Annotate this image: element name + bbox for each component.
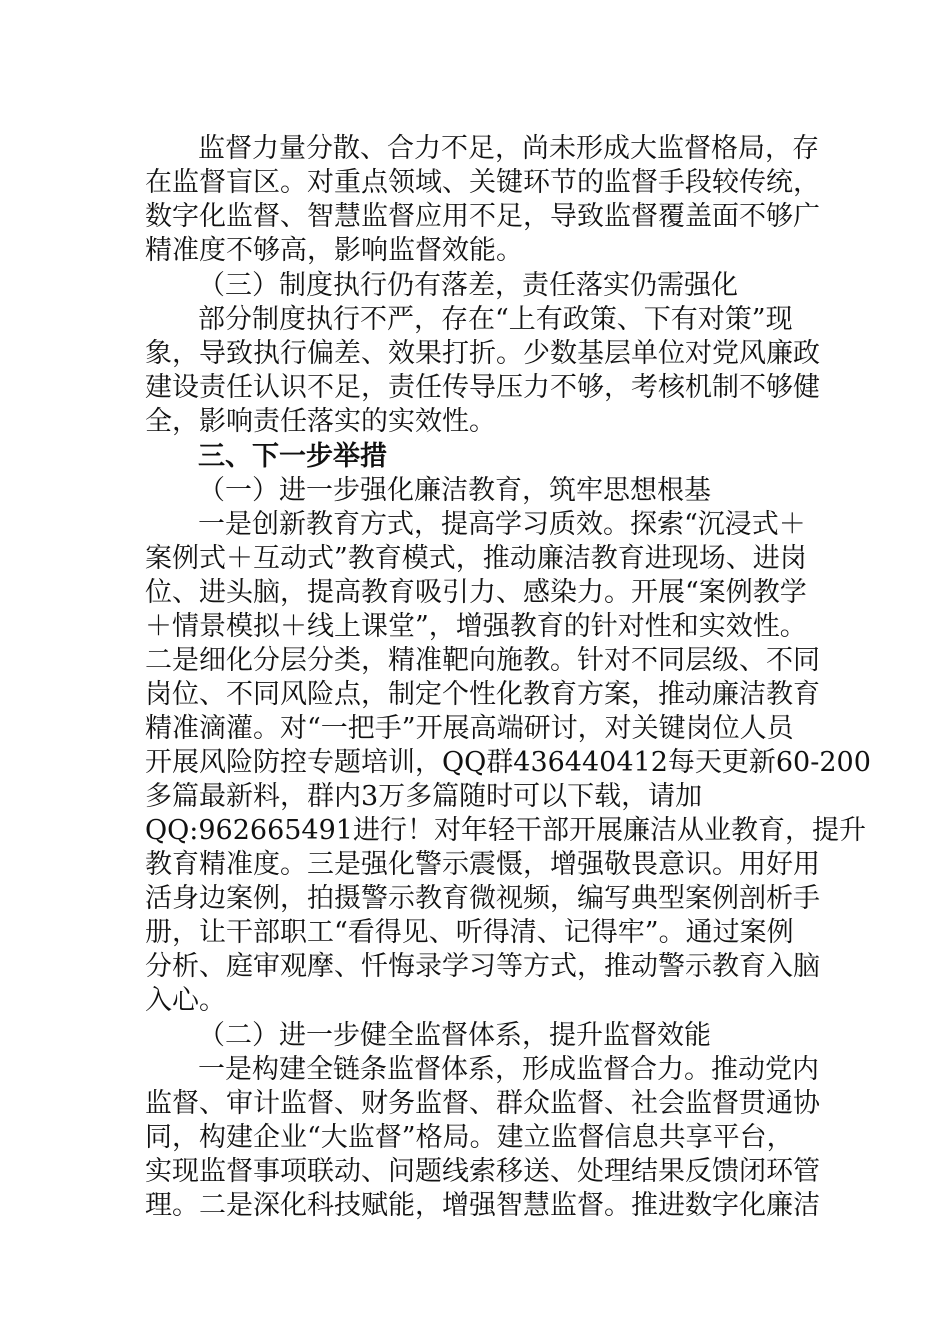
paragraph-line: 同，构建企业“大监督”格局。建立监督信息共享平台， bbox=[145, 1122, 794, 1153]
paragraph-line: 监督、审计监督、财务监督、群众监督、社会监督贯通协 bbox=[145, 1088, 820, 1119]
paragraph-line: 开展风险防控专题培训，QQ群436440412每天更新60-200 bbox=[145, 747, 871, 778]
paragraph-line: 教育精准度。三是强化警示震慑，增强敬畏意识。用好用 bbox=[145, 849, 820, 880]
paragraph-line: 精准滴灌。对“一把手”开展高端研讨，对关键岗位人员 bbox=[145, 713, 794, 744]
paragraph-line: 在监督盲区。对重点领域、关键环节的监督手段较传统， bbox=[145, 167, 820, 198]
paragraph-line: 分析、庭审观摩、忏悔录学习等方式，推动警示教育入脑 bbox=[145, 951, 820, 982]
subsection-heading: （一）进一步强化廉洁教育，筑牢思想根基 bbox=[198, 475, 711, 506]
paragraph-line: 全，影响责任落实的实效性。 bbox=[145, 406, 496, 437]
paragraph-line: 一是构建全链条监督体系，形成监督合力。推动党内 bbox=[198, 1054, 819, 1085]
paragraph-line: 部分制度执行不严，存在“上有政策、下有对策”现 bbox=[198, 304, 793, 335]
paragraph-line: 案例式＋互动式”教育模式，推动廉洁教育进现场、进岗 bbox=[145, 543, 807, 574]
paragraph-line: 一是创新教育方式，提高学习质效。探索“沉浸式＋ bbox=[198, 509, 806, 540]
subsection-heading: （二）进一步健全监督体系，提升监督效能 bbox=[198, 1020, 711, 1051]
paragraph-line: 岗位、不同风险点，制定个性化教育方案，推动廉洁教育 bbox=[145, 679, 820, 710]
paragraph-line: 二是细化分层分类，精准靶向施教。针对不同层级、不同 bbox=[145, 645, 820, 676]
paragraph-line: 理。二是深化科技赋能，增强智慧监督。推进数字化廉洁 bbox=[145, 1190, 820, 1221]
paragraph-line: 活身边案例，拍摄警示教育微视频，编写典型案例剖析手 bbox=[145, 883, 820, 914]
paragraph-line: 位、进头脑，提高教育吸引力、感染力。开展“案例教学 bbox=[145, 577, 807, 608]
paragraph-line: 实现监督事项联动、问题线索移送、处理结果反馈闭环管 bbox=[145, 1156, 820, 1187]
paragraph-line: 数字化监督、智慧监督应用不足，导致监督覆盖面不够广 bbox=[145, 201, 820, 232]
paragraph-line: 监督力量分散、合力不足，尚未形成大监督格局，存 bbox=[198, 133, 819, 164]
paragraph-line: 入心。 bbox=[145, 985, 226, 1016]
subsection-heading: （三）制度执行仍有落差，责任落实仍需强化 bbox=[198, 270, 738, 301]
section-heading: 三、下一步举措 bbox=[198, 441, 387, 472]
paragraph-line: 象，导致执行偏差、效果打折。少数基层单位对党风廉政 bbox=[145, 338, 820, 369]
paragraph-line: ＋情景模拟＋线上课堂”，增强教育的针对性和实效性。 bbox=[145, 611, 807, 642]
paragraph-line: 册，让干部职工“看得见、听得清、记得牢”。通过案例 bbox=[145, 917, 794, 948]
paragraph-line: QQ:962665491进行！对年轻干部开展廉洁从业教育，提升 bbox=[145, 815, 866, 846]
paragraph-line: 建设责任认识不足，责任传导压力不够，考核机制不够健 bbox=[145, 372, 820, 403]
paragraph-line: 多篇最新料，群内3万多篇随时可以下载，请加 bbox=[145, 781, 703, 812]
paragraph-line: 精准度不够高，影响监督效能。 bbox=[145, 235, 523, 266]
